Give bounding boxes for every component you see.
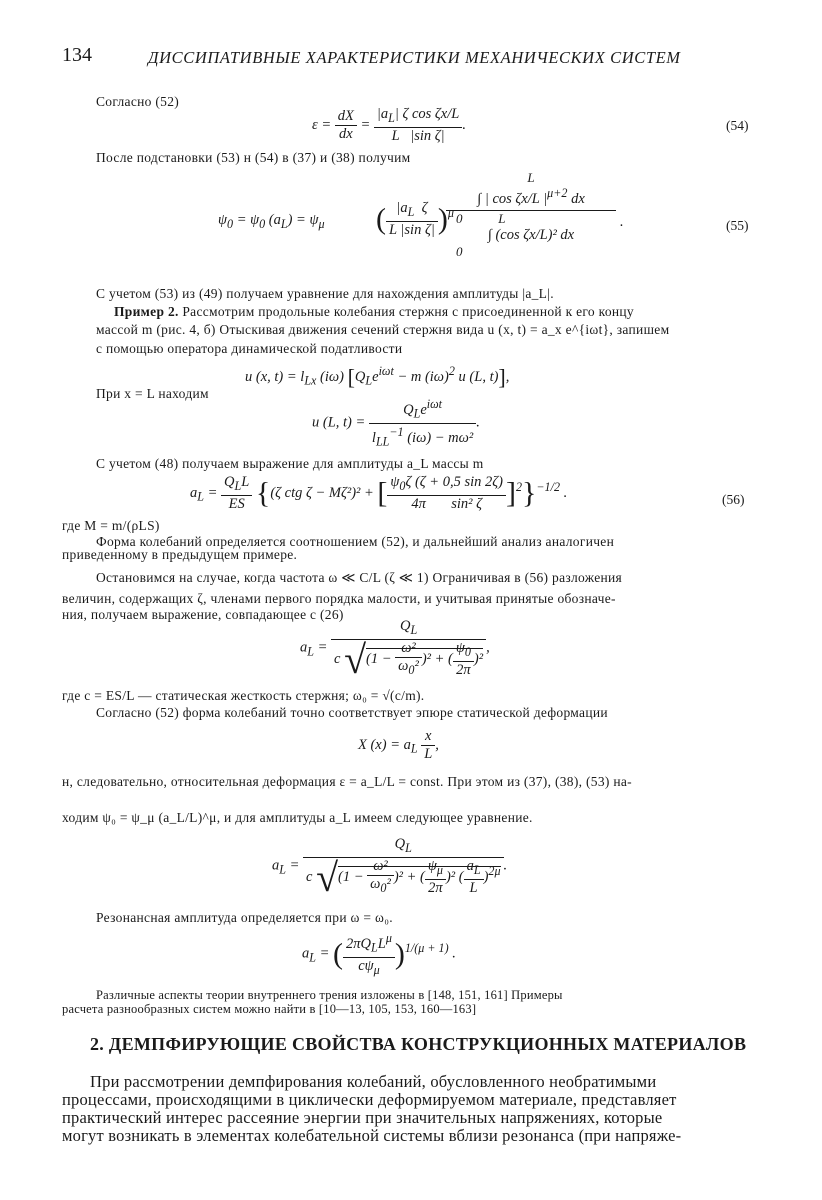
text-line: приведенному в предыдущем примере.	[62, 547, 298, 562]
text-line: расчета разнообразных систем можно найти в [10—13, 105, 153, 160—163]	[62, 1002, 477, 1016]
text-line: С учетом (53) из (49) получаем уравнение для нахождения амплитуды |a_L|.	[96, 286, 554, 301]
book-page: 134 ДИССИПАТИВНЫЕ ХАРАКТЕРИСТИКИ МЕХАНИЧЕСКИХ СИСТЕМ Согласно (52) ε = $\frac{dX}{dx}$ = $\frac{|a_L| \zeta \cos \zeta x/L}{\text{L |sin ζ|}}$ . (54) После подстановки (53) н (54) в (37) и (38) получим $\psi_0 = \psi_0$ $(a_L) = \psi_\mu$ ( $\frac{|a_L \zeta}{\text{L |sin ζ|}}$ )$^\mu$ L ∫ | cos ζx/L $|^{\mu+2}$ dx 0 L ∫ (cos ζx/L)² dx 0 . (55) С учетом (53) из (49) получаем уравнение для нахождения амплитуды |a_L|. Пример 2. Рассмотрим продольные колебания стержня с присоединенной к его концу массой m (рис. 4, б) Отыскивая движения сечений стержня вида u (x, t) = a_x e^{iωt}, запишем с помощью оператора динамической податливости u (x, $t) = l_{Lx}$ (iω) [$Q_Le^{i\omega t} - m$ $(i\omega)^2$ u (L, t)], При x = L находим u (L, t) = $\frac{Q_Le^{i\omega t}}{l_{LL}^{-1} (i\omega) - m\omega^2}$ . С учетом (48) получаем выражение для амплитуды a_L массы m $a_L$ = $\frac{Q_LL}{ES}$ {(ζ ctg ζ − Mζ²)² + [ $\frac{\psi_0\zeta (\zeta + 0,5 \sin 2\zeta)}{\text{4π sin² ζ}}$ ]$^2$}$^{-1/2}$ . (56) где M = m/(ρLS) Форма колебаний определяется соотношением (52), и дальнейший анализ аналогичен приведенному в предыдущем примере. Остановимся на случае, когда частота ω ≪ C/L (ζ ≪ 1) Ограничивая в (56) разложения величин, содержащих ζ, членами первого порядка малости, и учитывая принятые обозначе- ния, получаем выражение, совпадающее с (26) $a_L$ = $Q_L$ c √(1 − $\frac{\text{ω²}}{\omega_0^2}$ )² + ( $\frac{\psi_0}{2\pi}$ )² , где c = ES/L — статическая жесткость стержня; ω₀ = √(c/m). Согласно (52) форма колебаний точно соответствует эпюре статической деформации X $(x) = a_L$ $\frac{x}{L}$ , н, следовательно, относительная деформация ε = a_L/L = const. При этом из (37), (38), (53) на- ходим ψ₀ = ψ_μ (a_L/L)^μ, и для амплитуды a_L имеем следующее уравнение. $a_L$ = $Q_L$ c √(1 − $\frac{\text{ω²}}{\omega_0^2}$ )² + ( $\frac{\psi_\mu}{2\pi}$ )² ( $\frac{a_L}{L}$ )$^{2\mu}$ . Резонансная амплитуда определяется при ω = ω₀. $a_L$ = ( $\frac{2\pi Q_LL^\mu}{c\psi_\mu}$ )$^{1/(\mu + 1)}$ . Различные аспекты теории внутреннего трения изложены в [148, 151, 161] Примеры расчета разнообразных систем можно найти в [10—13, 105, 153, 160—163] 2. ДЕМПФИРУЮЩИЕ СВОЙСТВА КОНСТРУКЦИОННЫХ МАТЕРИАЛОВ При рассмотрении демпфирования колебаний, обусловленного необратимыми процессами, происходящими в циклически деформируемом материале, представляет практический интерес рассеяние энергии при значительных напряжениях, которые могут возникать в элементах колебательной системы вблизи резонанса (при напряже-	[62, 44, 749, 1145]
text-line: Рассмотрим продольные колебания стержня с присоединенной к его концу	[182, 304, 634, 319]
text-line: ходим ψ₀ = ψ_μ (a_L/L)^μ, и для амплитуды a_L имеем следующее уравнение.	[62, 810, 533, 825]
equation-number: (56)	[722, 492, 745, 507]
equation-aL-approx: $a_L$ = $Q_L$ c √(1 − $\frac{\text{ω²}}{\omega_0^2}$ )² + ( $\frac{\psi_0}{2\pi}$ )² ,	[300, 618, 490, 682]
text-line: Резонансная амплитуда определяется при ω = ω₀.	[96, 910, 393, 925]
text-line: С учетом (48) получаем выражение для амплитуды a_L массы m	[96, 456, 484, 471]
text-line: Согласно (52) форма колебаний точно соответствует эпюре статической деформации	[96, 705, 608, 720]
equation-56: $a_L$ = $\frac{Q_LL}{ES}$ {(ζ ctg ζ − Mζ²)² + [ $\frac{\psi_0\zeta (\zeta + 0,5 \sin 2\zeta)}{\text{4π sin² ζ}}$ ]$^2$}$^{-1/2}$ .	[190, 474, 568, 512]
text-line: При x = L находим	[96, 386, 209, 401]
equation-number: (54)	[726, 118, 749, 133]
equation-resonance: $a_L$ = ( $\frac{2\pi Q_LL^\mu}{c\psi_\mu}$ )$^{1/(\mu + 1)}$ .	[302, 931, 456, 977]
equation-aL-nonlinear: $a_L$ = $Q_L$ c √(1 − $\frac{\text{ω²}}{\omega_0^2}$ )² + ( $\frac{\psi_\mu}{2\pi}$ )² ( $\frac{a_L}{L}$ )$^{2\mu}$ .	[272, 836, 508, 900]
example-label: Пример 2.	[114, 304, 179, 319]
text-line: где c = ES/L — статическая жесткость стержня; ω₀ = √(c/m).	[62, 688, 425, 703]
text-line: практический интерес рассеяние энергии при значительных напряжениях, которые	[62, 1108, 663, 1127]
text-line: При рассмотрении демпфирования колебаний, обусловленного необратимыми	[90, 1072, 657, 1091]
text-line: с помощью оператора динамической податливости	[96, 341, 403, 356]
text-line: ния, получаем выражение, совпадающее с (26)	[62, 607, 344, 622]
equation-u: u (x, $t) = l_{Lx}$ (iω) [$Q_Le^{i\omega t} - m$ $(i\omega)^2$ u (L, t)],	[245, 364, 510, 390]
text-line: Различные аспекты теории внутреннего трения изложены в [148, 151, 161] Примеры	[96, 988, 563, 1002]
text-line: Согласно (52)	[96, 94, 180, 109]
text-line: Форма колебаний определяется соотношением (52), и дальнейший анализ аналогичен	[96, 534, 615, 549]
section-heading: 2. ДЕМПФИРУЮЩИЕ СВОЙСТВА КОНСТРУКЦИОННЫХ МАТЕРИАЛОВ	[90, 1034, 747, 1054]
text-line: Остановимся на случае, когда частота ω ≪ C/L (ζ ≪ 1) Ограничивая в (56) разложения	[96, 570, 623, 585]
text-line: процессами, происходящими в циклически деформируемом материале, представляет	[62, 1090, 677, 1109]
text-line: массой m (рис. 4, б) Отыскивая движения сечений стержня вида u (x, t) = a_x e^{iωt}, запишем	[96, 322, 670, 337]
page-number: 134	[62, 44, 92, 66]
text-line: н, следовательно, относительная деформация ε = a_L/L = const. При этом из (37), (38), (53) на-	[62, 774, 632, 789]
text-line: могут возникать в элементах колебательной системы вблизи резонанса (при напряже-	[62, 1126, 682, 1145]
equation-54: ε = $\frac{dX}{dx}$ = $\frac{|a_L| \zeta \cos \zeta x/L}{\text{L |sin ζ|}}$ .	[312, 106, 466, 144]
example-paragraph	[114, 304, 634, 320]
running-title: ДИССИПАТИВНЫЕ ХАРАКТЕРИСТИКИ МЕХАНИЧЕСКИХ СИСТЕМ	[148, 48, 681, 67]
equation-X: X $(x) = a_L$ $\frac{x}{L}$ ,	[358, 728, 439, 762]
text-line: где M = m/(ρLS)	[62, 518, 160, 533]
text-line: После подстановки (53) н (54) в (37) и (38) получим	[96, 150, 411, 165]
text-line: величин, содержащих ζ, членами первого порядка малости, и учитывая принятые обозначе-	[62, 591, 616, 606]
equation-number: (55)	[726, 218, 749, 233]
equation-uL: u (L, t) = $\frac{Q_Le^{i\omega t}}{l_{LL}^{-1} (i\omega) - m\omega^2}$ .	[312, 397, 480, 449]
